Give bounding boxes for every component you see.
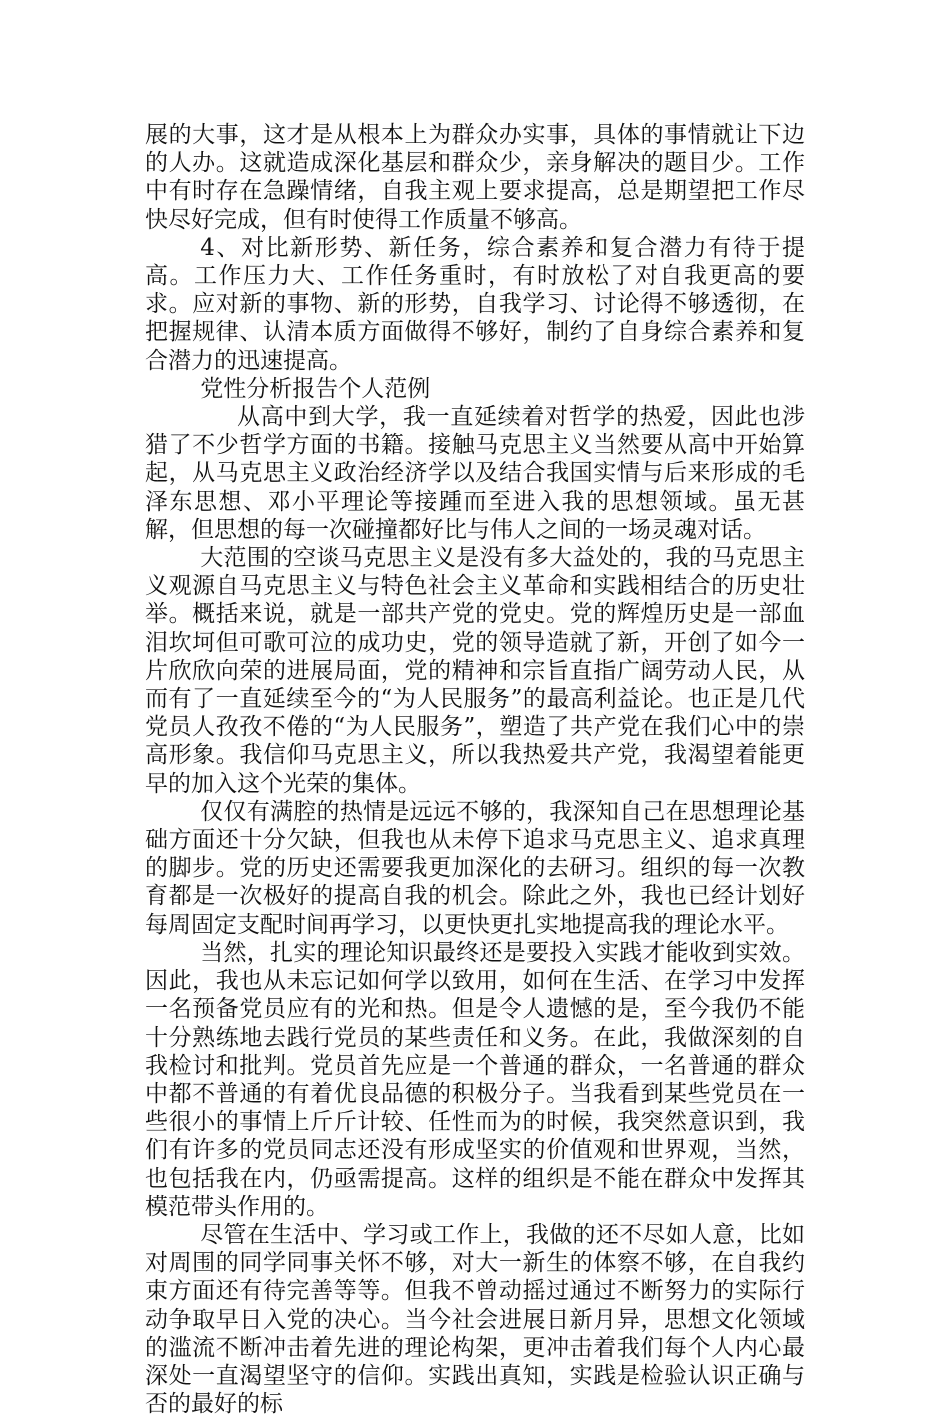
section-heading: 党性分析报告个人范例 <box>200 375 431 402</box>
paragraph-5: 尽管在生活中、学习或工作上，我做的还不尽如人意，比如对周围的同学同事关怀不够，对大一新生的体察不够，在自我约束方面还有待完善等等。但我不曾动摇过通过不断努力的实际行动争取早日入党的决心。当今社会进展日新月异，思想文化领域的滥流不断冲击着先进的理论构架，更冲击着我们每个人内心最深处一直渴望坚守的信仰。实践出真知，实践是检验认识正确与否的最好的标 <box>145 1221 805 1418</box>
paragraph-continuation: 展的大事，这才是从根本上为群众办实事，具体的事情就让下边的人办。这就造成深化基层和群众少，亲身解决的题目少。工作中有时存在急躁情绪，自我主观上要求提高，总是期望把工作尽快尽好完成，但有时使得工作质量不够高。 <box>145 122 805 233</box>
paragraph-2: 大范围的空谈马克思主义是没有多大益处的，我的马克思主义观源自马克思主义与特色社会主义革命和实践相结合的历史壮举。概括来说，就是一部共产党的党史。党的辉煌历史是一部血泪坎坷但可歌可泣的成功史，党的领导造就了新，开创了如今一片欣欣向荣的进展局面，党的精神和宗旨直指广阔劳动人民，从而有了一直延续至今的“为人民服务”的最高利益论。也正是几代党员人孜孜不倦的“为人民服务”，塑造了共产党在我们心中的崇高形象。我信仰马克思主义，所以我热爱共产党，我渴望着能更早的加入这个光荣的集体。 <box>145 545 805 797</box>
paragraph-point-4: 4、对比新形势、新任务，综合素养和复合潜力有待于提高。工作压力大、工作任务重时，有时放松了对自我更高的要求。应对新的事物、新的形势，自我学习、讨论得不够透彻，在把握规律、认清本质方面做得不够好，制约了自身综合素养和复合潜力的迅速提高。 <box>145 234 805 374</box>
paragraph-1: 从高中到大学，我一直延续着对哲学的热爱，因此也涉猎了不少哲学方面的书籍。接触马克思主义当然要从高中开始算起，从马克思主义政治经济学以及结合我国实情与后来形成的毛泽东思想、邓小平理论等接踵而至进入我的思想领域。虽无甚解，但思想的每一次碰撞都好比与伟人之间的一场灵魂对话。 <box>145 404 805 543</box>
document-page <box>145 121 805 1418</box>
paragraph-4: 当然，扎实的理论知识最终还是要投入实践才能收到实效。因此，我也从未忘记如何学以致用，如何在生活、在学习中发挥一名预备党员应有的光和热。但是令人遗憾的是，至今我仍不能十分熟练地去践行党员的某些责任和义务。在此，我做深刻的自我检讨和批判。党员首先应是一个普通的群众，一名普通的群众中都不普通的有着优良品德的积极分子。当我看到某些党员在一些很小的事情上斤斤计较、任性而为的时候，我突然意识到，我们有许多的党员同志还没有形成坚实的价值观和世界观，当然，也包括我在内，仍亟需提高。这样的组织是不能在群众中发挥其模范带头作用的。 <box>145 939 805 1220</box>
paragraph-3: 仅仅有满腔的热情是远远不够的，我深知自己在思想理论基础方面还十分欠缺，但我也从未停下追求马克思主义、追求真理的脚步。党的历史还需要我更加深化的去研习。组织的每一次教育都是一次极好的提高自我的机会。除此之外，我也已经计划好每周固定支配时间再学习，以更快更扎实地提高我的理论水平。 <box>145 798 805 938</box>
